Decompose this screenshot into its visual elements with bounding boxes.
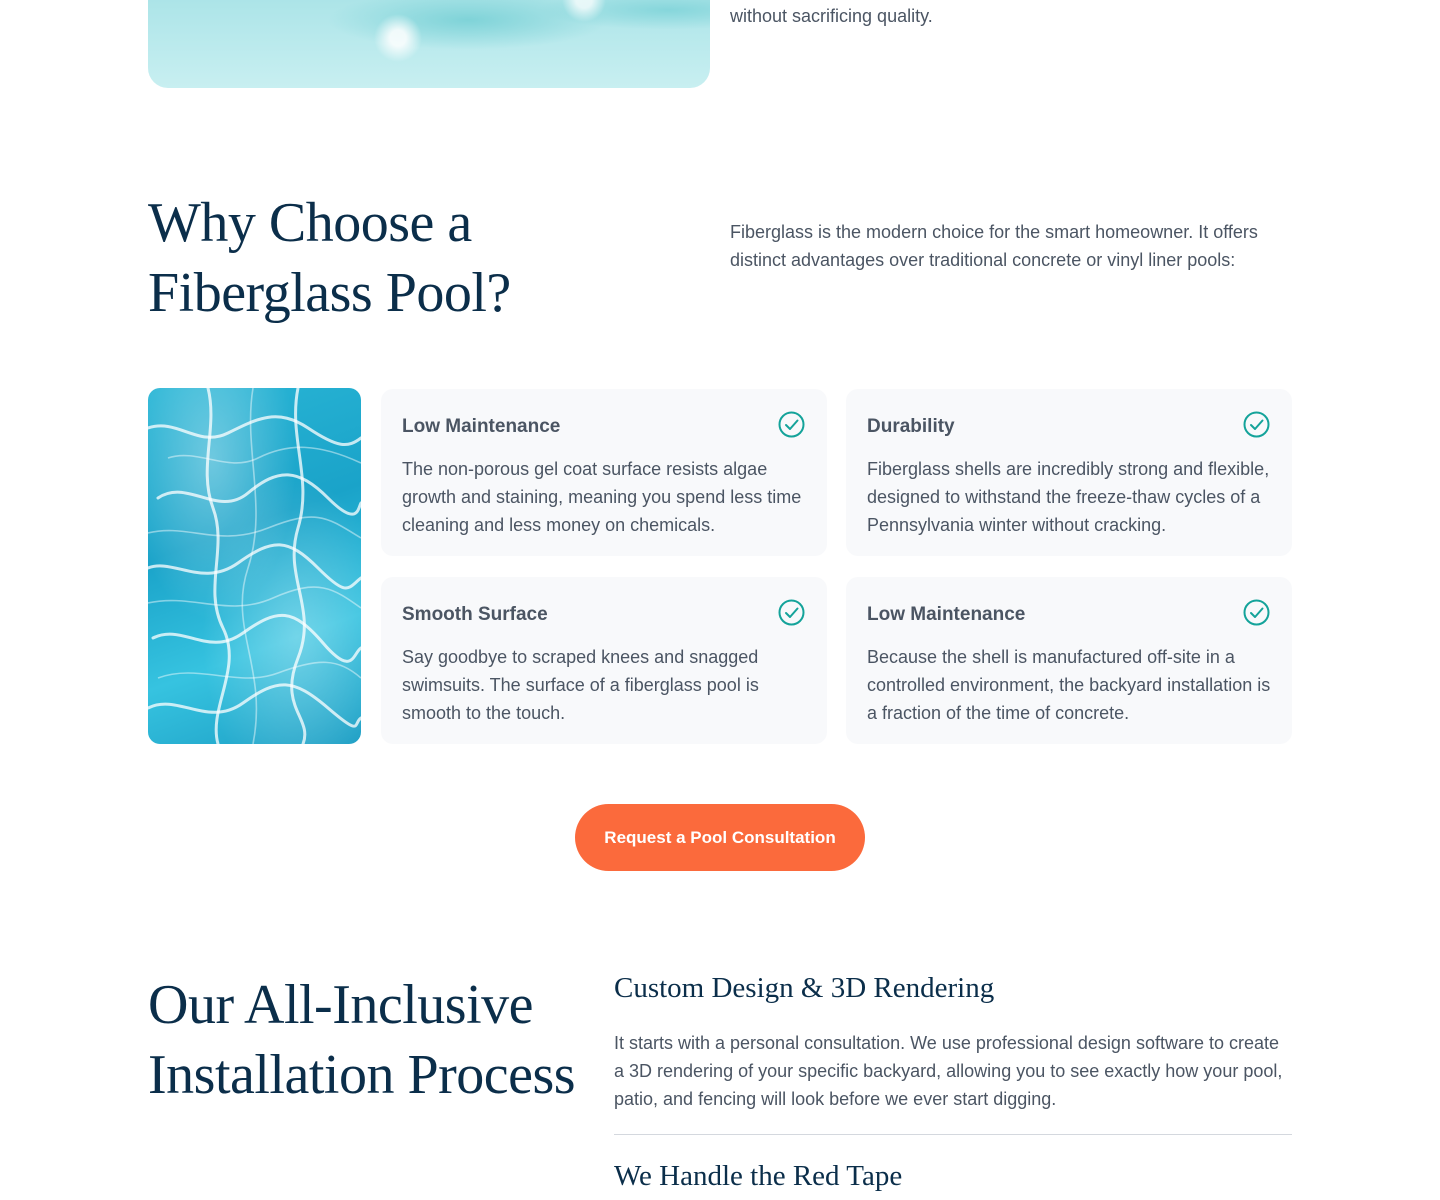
check-circle-icon — [1243, 411, 1270, 438]
feature-card-title: Low Maintenance — [867, 604, 1026, 625]
feature-card-description: Say goodbye to scraped knees and snagged swimsuits. The surface of a fiberglass pool is smooth to the touch. — [402, 647, 759, 723]
check-circle-icon — [778, 411, 805, 438]
check-circle-icon — [1243, 599, 1270, 626]
hero-text: without sacrificing quality. — [730, 6, 933, 26]
process-step-divider — [614, 1134, 1292, 1135]
process-heading: Our All-Inclusive Installation Process — [148, 974, 576, 1106]
why-choose-heading: Why Choose a Fiberglass Pool? — [148, 192, 511, 324]
process-step-title: Custom Design & 3D Rendering — [614, 972, 995, 1004]
why-choose-intro: Fiberglass is the modern choice for the smart homeowner. It offers distinct advantages over traditional concrete or vinyl liner pools: — [730, 222, 1258, 270]
request-consultation-button[interactable]: Request a Pool Consultation — [575, 804, 865, 871]
feature-card-smooth-surface — [381, 577, 827, 744]
feature-card-description: The non-porous gel coat surface resists algae growth and staining, meaning you spend less time cleaning and less money on chemicals. — [402, 459, 802, 535]
pool-water-image — [148, 388, 361, 744]
feature-card-title: Durability — [867, 416, 955, 437]
process-step-title: We Handle the Red Tape — [614, 1160, 903, 1192]
feature-card-durability — [846, 389, 1292, 556]
hero-pool-image — [148, 0, 710, 88]
feature-card-title: Low Maintenance — [402, 416, 561, 437]
feature-card-fast-installation — [846, 577, 1292, 744]
water-caustics — [148, 388, 361, 744]
feature-card-low-maintenance — [381, 389, 827, 556]
check-circle-icon — [778, 599, 805, 626]
process-step-description: It starts with a personal consultation. We use professional design software to create a 3D rendering of your specific backyard, allowing you to see exactly how your pool, patio, and fencing will look before we ever start digging. — [614, 1033, 1283, 1109]
feature-card-description: Because the shell is manufactured off-site in a controlled environment, the backyard installation is a fraction of the time of concrete. — [867, 647, 1271, 723]
feature-card-title: Smooth Surface — [402, 604, 548, 625]
feature-card-description: Fiberglass shells are incredibly strong and flexible, designed to withstand the freeze-thaw cycles of a Pennsylvania winter without cracking. — [867, 459, 1270, 535]
